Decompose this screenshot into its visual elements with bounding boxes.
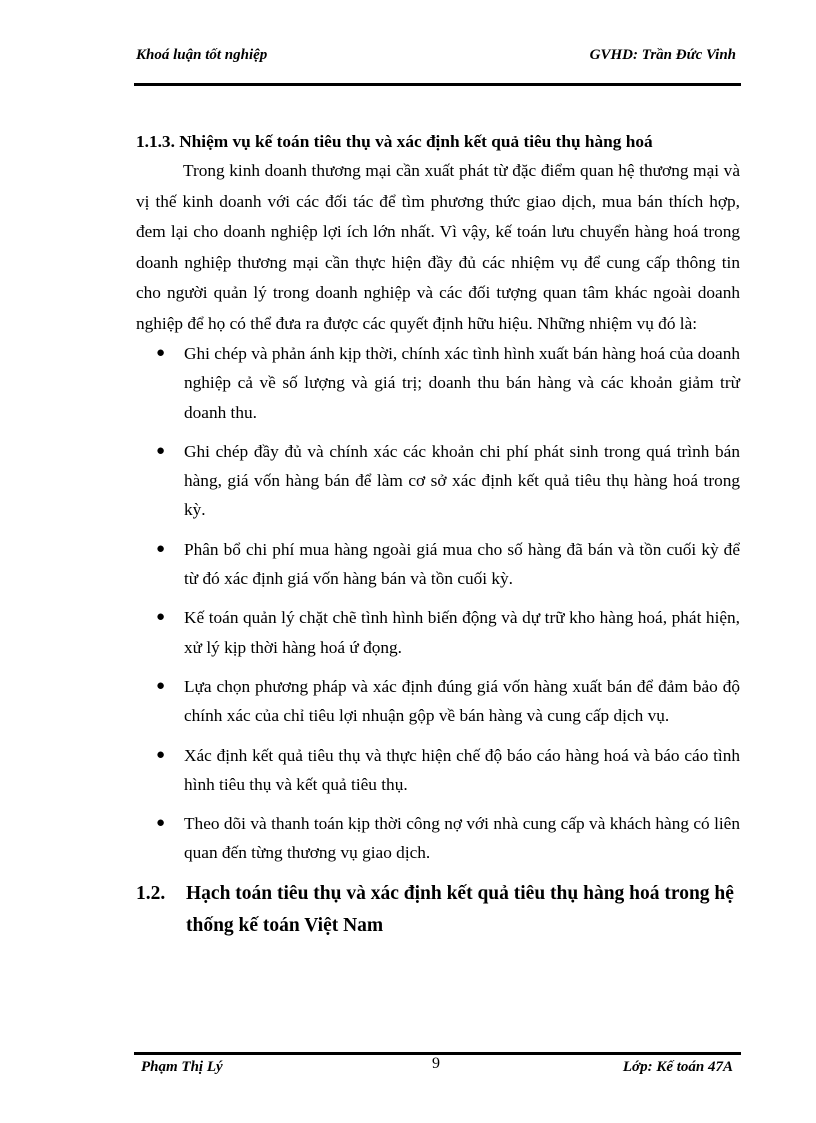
list-item-text: Kế toán quản lý chặt chẽ tình hình biến động và dự trữ kho hàng hoá, phát hiện, xử lý kịp thời hàng hoá ứ đọng.: [184, 608, 740, 657]
list-item: [136, 741, 740, 800]
bullet-icon: ●: [156, 442, 166, 459]
list-item: [136, 339, 740, 427]
bullet-icon: ●: [156, 609, 166, 626]
bullet-icon: ●: [156, 677, 166, 694]
list-item: [136, 809, 740, 868]
list-item: [136, 603, 740, 662]
bullet-icon: ●: [156, 345, 166, 361]
list-item-text: Phân bổ chi phí mua hàng ngoài giá mua cho số hàng đã bán và tồn cuối kỳ để từ đó xác định giá vốn hàng bán và tồn cuối kỳ.: [184, 539, 740, 589]
bullet-icon: ●: [156, 815, 166, 832]
list-item-text: Xác định kết quả tiêu thụ và thực hiện chế độ báo cáo hàng hoá và báo cáo tình hình tiêu thụ và kết quả tiêu thụ.: [184, 745, 740, 794]
footer-class: Lớp: Kế toán 47A: [622, 1059, 733, 1075]
section-heading-1-1-3: 1.1.3. Nhiệm vụ kế toán tiêu thụ và xác định kết quả tiêu thụ hàng hoá: [136, 132, 653, 151]
intro-paragraph: Trong kinh doanh thương mại cần xuất phát từ đặc điểm quan hệ thương mại và vị thế kinh doanh với các đối tác để tìm phương thức giao dịch, mua bán thích hợp, đem lại cho doanh nghiệp lợi ích lớn nhất. Vì vậy, kế toán lưu chuyển hàng hoá trong doanh nghiệp thương mại cần thực hiện đầy đủ các nhiệm vụ để cung cấp thông tin cho người quản lý trong doanh nghiệp và các đối tượng quan tâm khác ngoài doanh nghiệp để họ có thể đưa ra được các quyết định hữu hiệu. Những nhiệm vụ đó là:: [136, 161, 740, 333]
header-thesis-label: Khoá luận tốt nghiệp: [136, 47, 268, 63]
header-advisor: GVHD: Trần Đức Vinh: [589, 47, 736, 63]
section-heading-1-2: [136, 878, 740, 942]
list-item-text: Lựa chọn phương pháp và xác định đúng giá vốn hàng xuất bán để đảm bảo độ chính xác của chỉ tiêu lợi nhuận gộp về bán hàng và cung cấp dịch vụ.: [184, 676, 740, 726]
bullet-icon: ●: [156, 540, 166, 557]
footer-author: Phạm Thị Lý: [141, 1059, 223, 1075]
page-number: 9: [432, 1055, 440, 1072]
list-item: [136, 437, 740, 525]
section-number: 1.2.: [136, 882, 166, 904]
task-list: [136, 339, 740, 868]
list-item-text: Ghi chép đầy đủ và chính xác các khoản chi phí phát sinh trong quá trình bán hàng, giá vốn hàng bán để làm cơ sở xác định kết quả tiêu thụ hàng hoá trong kỳ.: [184, 441, 740, 520]
list-item-text: Ghi chép và phản ánh kịp thời, chính xác tình hình xuất bán hàng hoá của doanh nghiệp cả về số lượng và giá trị; doanh thu bán hàng và các khoản giảm trừ doanh thu.: [184, 344, 740, 422]
list-item: [136, 672, 740, 731]
list-item: [136, 535, 740, 594]
page-header: [136, 47, 740, 67]
bullet-icon: ●: [156, 746, 166, 763]
page-body: [136, 128, 740, 942]
list-item-text: Theo dõi và thanh toán kịp thời công nợ với nhà cung cấp và khách hàng có liên quan đến từng thương vụ giao dịch.: [184, 814, 740, 863]
page-footer: [141, 1057, 741, 1081]
section-title: Hạch toán tiêu thụ và xác định kết quả tiêu thụ hàng hoá trong hệ thống kế toán Việt Nam: [186, 882, 734, 936]
header-divider: [134, 83, 741, 86]
